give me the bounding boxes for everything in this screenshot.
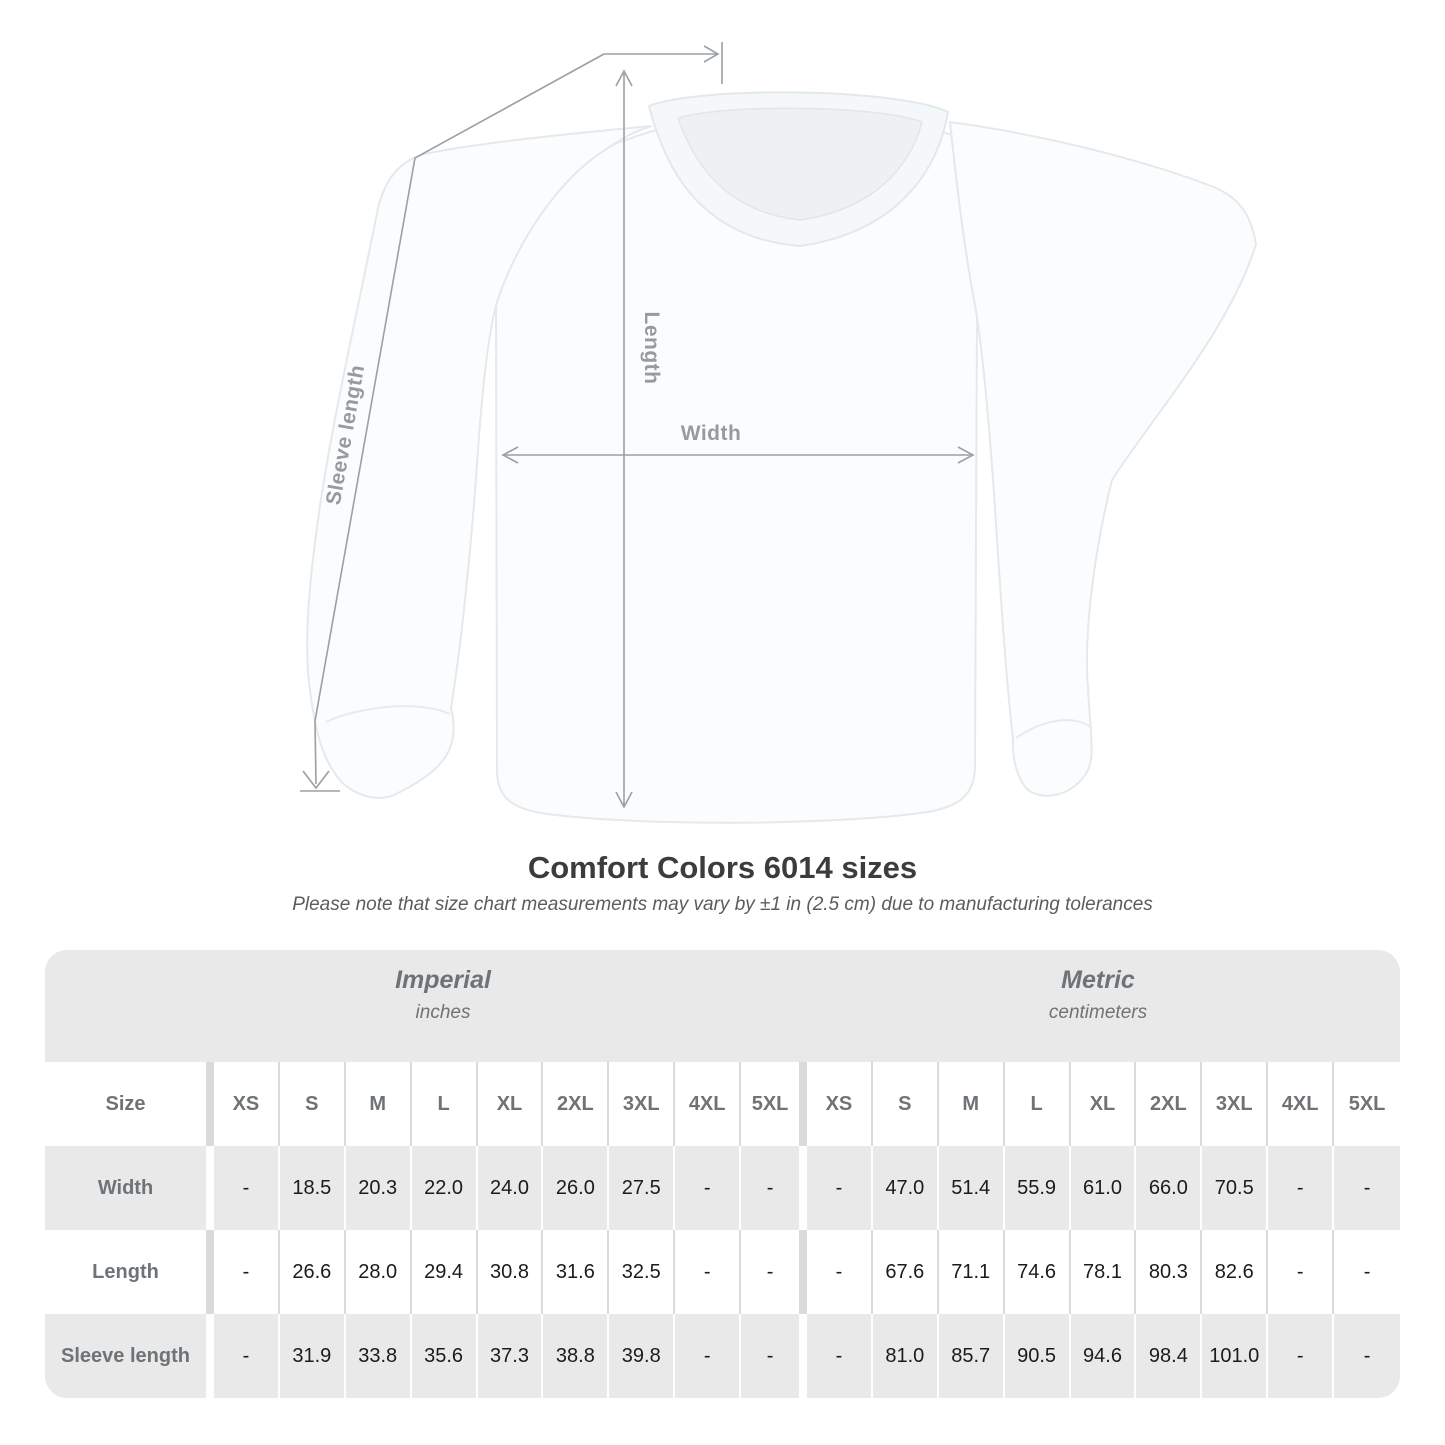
value-cell: 70.5	[1202, 1146, 1268, 1230]
value-cell: -	[675, 1230, 741, 1314]
size-header-metric-4xl: 4XL	[1268, 1062, 1334, 1146]
value-cell: 30.8	[478, 1230, 544, 1314]
row-label: Width	[45, 1146, 214, 1230]
value-cell: -	[214, 1314, 280, 1398]
size-header-imperial-2xl: 2XL	[543, 1062, 609, 1146]
page-title: Comfort Colors 6014 sizes	[527, 850, 918, 885]
value-cell: 29.4	[412, 1230, 478, 1314]
value-cell: 31.9	[280, 1314, 346, 1398]
value-cell: -	[807, 1230, 873, 1314]
size-header-metric-5xl: 5XL	[1334, 1062, 1400, 1146]
size-header-metric-2xl: 2XL	[1136, 1062, 1202, 1146]
value-cell: 66.0	[1136, 1146, 1202, 1230]
value-cell: 38.8	[543, 1314, 609, 1398]
value-cell: -	[807, 1314, 873, 1398]
width-label: Width	[680, 422, 742, 445]
size-column-header: Size	[45, 1062, 214, 1146]
table-header-row	[45, 1062, 1400, 1146]
unit-group-band	[45, 950, 1400, 1062]
value-cell: 32.5	[609, 1230, 675, 1314]
value-cell: -	[1268, 1230, 1334, 1314]
value-cell: 35.6	[412, 1314, 478, 1398]
metric-unit: centimeters	[1048, 1002, 1148, 1023]
row-label: Length	[45, 1230, 214, 1314]
size-header-imperial-m: M	[346, 1062, 412, 1146]
value-cell: -	[214, 1146, 280, 1230]
tolerance-note: Please note that size chart measurements may vary by ±1 in (2.5 cm) due to manufacturing tolerances	[292, 894, 1153, 915]
size-header-imperial-4xl: 4XL	[675, 1062, 741, 1146]
value-cell: -	[741, 1146, 807, 1230]
value-cell: 33.8	[346, 1314, 412, 1398]
size-header-imperial-s: S	[280, 1062, 346, 1146]
value-cell: 18.5	[280, 1146, 346, 1230]
value-cell: 98.4	[1136, 1314, 1202, 1398]
value-cell: 20.3	[346, 1146, 412, 1230]
value-cell: -	[214, 1230, 280, 1314]
size-header-metric-xl: XL	[1071, 1062, 1137, 1146]
value-cell: 80.3	[1136, 1230, 1202, 1314]
size-header-imperial-xs: XS	[214, 1062, 280, 1146]
value-cell: 85.7	[939, 1314, 1005, 1398]
value-cell: 81.0	[873, 1314, 939, 1398]
value-cell: 37.3	[478, 1314, 544, 1398]
metric-group-header	[1049, 966, 1147, 1024]
imperial-group-header	[395, 966, 491, 1024]
size-header-metric-s: S	[873, 1062, 939, 1146]
size-header-imperial-l: L	[412, 1062, 478, 1146]
row-label: Sleeve length	[45, 1314, 214, 1398]
value-cell: 27.5	[609, 1146, 675, 1230]
value-cell: 71.1	[939, 1230, 1005, 1314]
size-header-imperial-5xl: 5XL	[741, 1062, 807, 1146]
value-cell: -	[1334, 1230, 1400, 1314]
size-table	[45, 950, 1400, 1398]
value-cell: 51.4	[939, 1146, 1005, 1230]
value-cell: 94.6	[1071, 1314, 1137, 1398]
size-header-metric-xs: XS	[807, 1062, 873, 1146]
value-cell: 39.8	[609, 1314, 675, 1398]
metric-label: Metric	[1061, 966, 1135, 994]
size-header-imperial-3xl: 3XL	[609, 1062, 675, 1146]
size-header-imperial-xl: XL	[478, 1062, 544, 1146]
value-cell: -	[1334, 1146, 1400, 1230]
value-cell: -	[1334, 1314, 1400, 1398]
value-cell: -	[807, 1146, 873, 1230]
length-label: Length	[640, 311, 663, 385]
value-cell: 55.9	[1005, 1146, 1071, 1230]
value-cell: 101.0	[1202, 1314, 1268, 1398]
value-cell: 28.0	[346, 1230, 412, 1314]
value-cell: 26.0	[543, 1146, 609, 1230]
value-cell: 47.0	[873, 1146, 939, 1230]
shirt-right-sleeve	[950, 122, 1256, 796]
value-cell: 67.6	[873, 1230, 939, 1314]
value-cell: 78.1	[1071, 1230, 1137, 1314]
value-cell: 26.6	[280, 1230, 346, 1314]
value-cell: 24.0	[478, 1146, 544, 1230]
value-cell: -	[675, 1146, 741, 1230]
table-row-width	[45, 1146, 1400, 1230]
sleeve-length-label: Sleeve length	[321, 363, 370, 507]
value-cell: 61.0	[1071, 1146, 1137, 1230]
value-cell: 90.5	[1005, 1314, 1071, 1398]
table-row-length	[45, 1230, 1400, 1314]
value-cell: -	[1268, 1314, 1334, 1398]
imperial-unit: inches	[415, 1002, 471, 1023]
value-cell: 31.6	[543, 1230, 609, 1314]
size-header-metric-l: L	[1005, 1062, 1071, 1146]
value-cell: -	[675, 1314, 741, 1398]
value-cell: -	[1268, 1146, 1334, 1230]
value-cell: 74.6	[1005, 1230, 1071, 1314]
value-cell: -	[741, 1230, 807, 1314]
size-header-metric-3xl: 3XL	[1202, 1062, 1268, 1146]
table-row-sleeve-length	[45, 1314, 1400, 1398]
value-cell: 82.6	[1202, 1230, 1268, 1314]
imperial-label: Imperial	[395, 966, 491, 994]
value-cell: -	[741, 1314, 807, 1398]
value-cell: 22.0	[412, 1146, 478, 1230]
size-header-metric-m: M	[939, 1062, 1005, 1146]
